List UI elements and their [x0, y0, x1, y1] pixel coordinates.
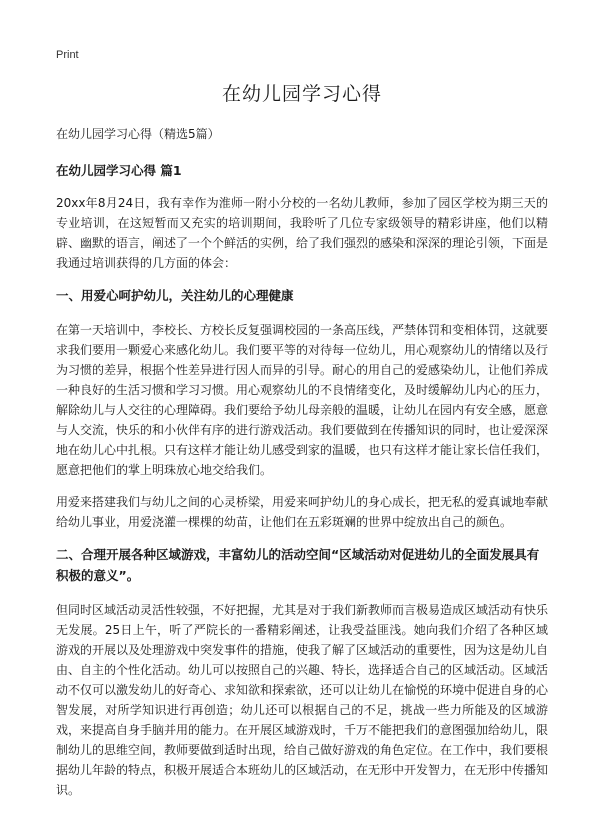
heading-1: 一、用爱心呵护幼儿，关注幼儿的心理健康	[56, 288, 294, 303]
paragraph-love-bridge: 用爱来搭建我们与幼儿之间的心灵桥梁，用爱来呵护幼儿的身心成长，把无私的爱真诚地奉献给幼儿事业，用爱浇灌一棵棵的幼苗，让他们在五彩斑斓的世界中绽放出自己的颜色。	[56, 495, 549, 529]
paragraph-love: 在第一天培训中，李校长、方校长反复强调校园的一条高压线，严禁体罚和变相体罚，这就要求我们要用一颗爱心来感化幼儿。我们要平等的对待每一位幼儿，用心观察幼儿的情绪以及行为习惯的差异，根据个性差异进行因人而异的引导。耐心的用自己的爱感染幼儿，让他们养成一种良好的生活习惯和学习习惯。用心观察幼儿的不良情绪变化，及时缓解幼儿内心的压力，解除幼儿与人交往的心理障碍。我们要给予幼儿母亲般的温暖，让幼儿在园内有安全感，愿意与人交流，快乐的和小伙伴有序的进行游戏活动。我们要做到在传播知识的同时，也让爱深深地在幼儿心中扎根。只有这样才能让幼儿感受到家的温暖，也只有这样才能让家长信任我们，愿意把他们的掌上明珠放心地交给我们。	[56, 323, 549, 477]
document-subtitle: 在幼儿园学习心得（精选5篇）	[56, 127, 220, 141]
print-link[interactable]: Print	[56, 49, 79, 61]
paragraph-intro: 20xx年8月24日，我有幸作为淮师一附小分校的一名幼儿教师，参加了园区学校为期三天的专业培训，在这短暂而又充实的培训期间，我聆听了几位专家级领导的精彩讲座，他们以精辟、幽默的语言，阐述了一个个鲜活的实例，给了我们强烈的感染和深深的理论引领，下面是我通过培训获得的几方面的体会：	[56, 196, 549, 270]
document-title: 在幼儿园学习心得	[221, 83, 382, 105]
paragraph-area-activities: 但同时区域活动灵活性较强，不好把握，尤其是对于我们新教师而言极易造成区域活动有快乐无发展。25日上午，听了严院长的一番精彩阐述，让我受益匪浅。她向我们介绍了各种区域游戏的开展以及处理游戏中突发事件的措施，使我了解了区域活动的重要性，因为这是幼儿自由、自主的个性化活动。幼儿可以按照自己的兴趣、特长，选择适合自己的区域活动。区域活动不仅可以激发幼儿的好奇心、求知欲和探索欲，还可以让幼儿在愉悦的环境中促进自身的心智发展，对所学知识进行再创造；幼儿还可以根据自己的不足，挑战一些力所能及的区域游戏，来提高自身手脑并用的能力。在开展区域游戏时，千万不能把我们的意图强加给幼儿，限制幼儿的思维空间，教师要做到适时出现，给自己做好游戏的角色定位。在工作中，我们要根据幼儿年龄的特点，积极开展适合本班幼儿的区域活动，在无形中开发智力，在无形中传播知识。	[56, 603, 549, 797]
heading-2: 二、合理开展各种区域游戏，丰富幼儿的活动空间“区域活动对促进幼儿的全面发展具有积极的意义”。	[56, 547, 540, 583]
section-title: 在幼儿园学习心得 篇1	[56, 163, 182, 178]
